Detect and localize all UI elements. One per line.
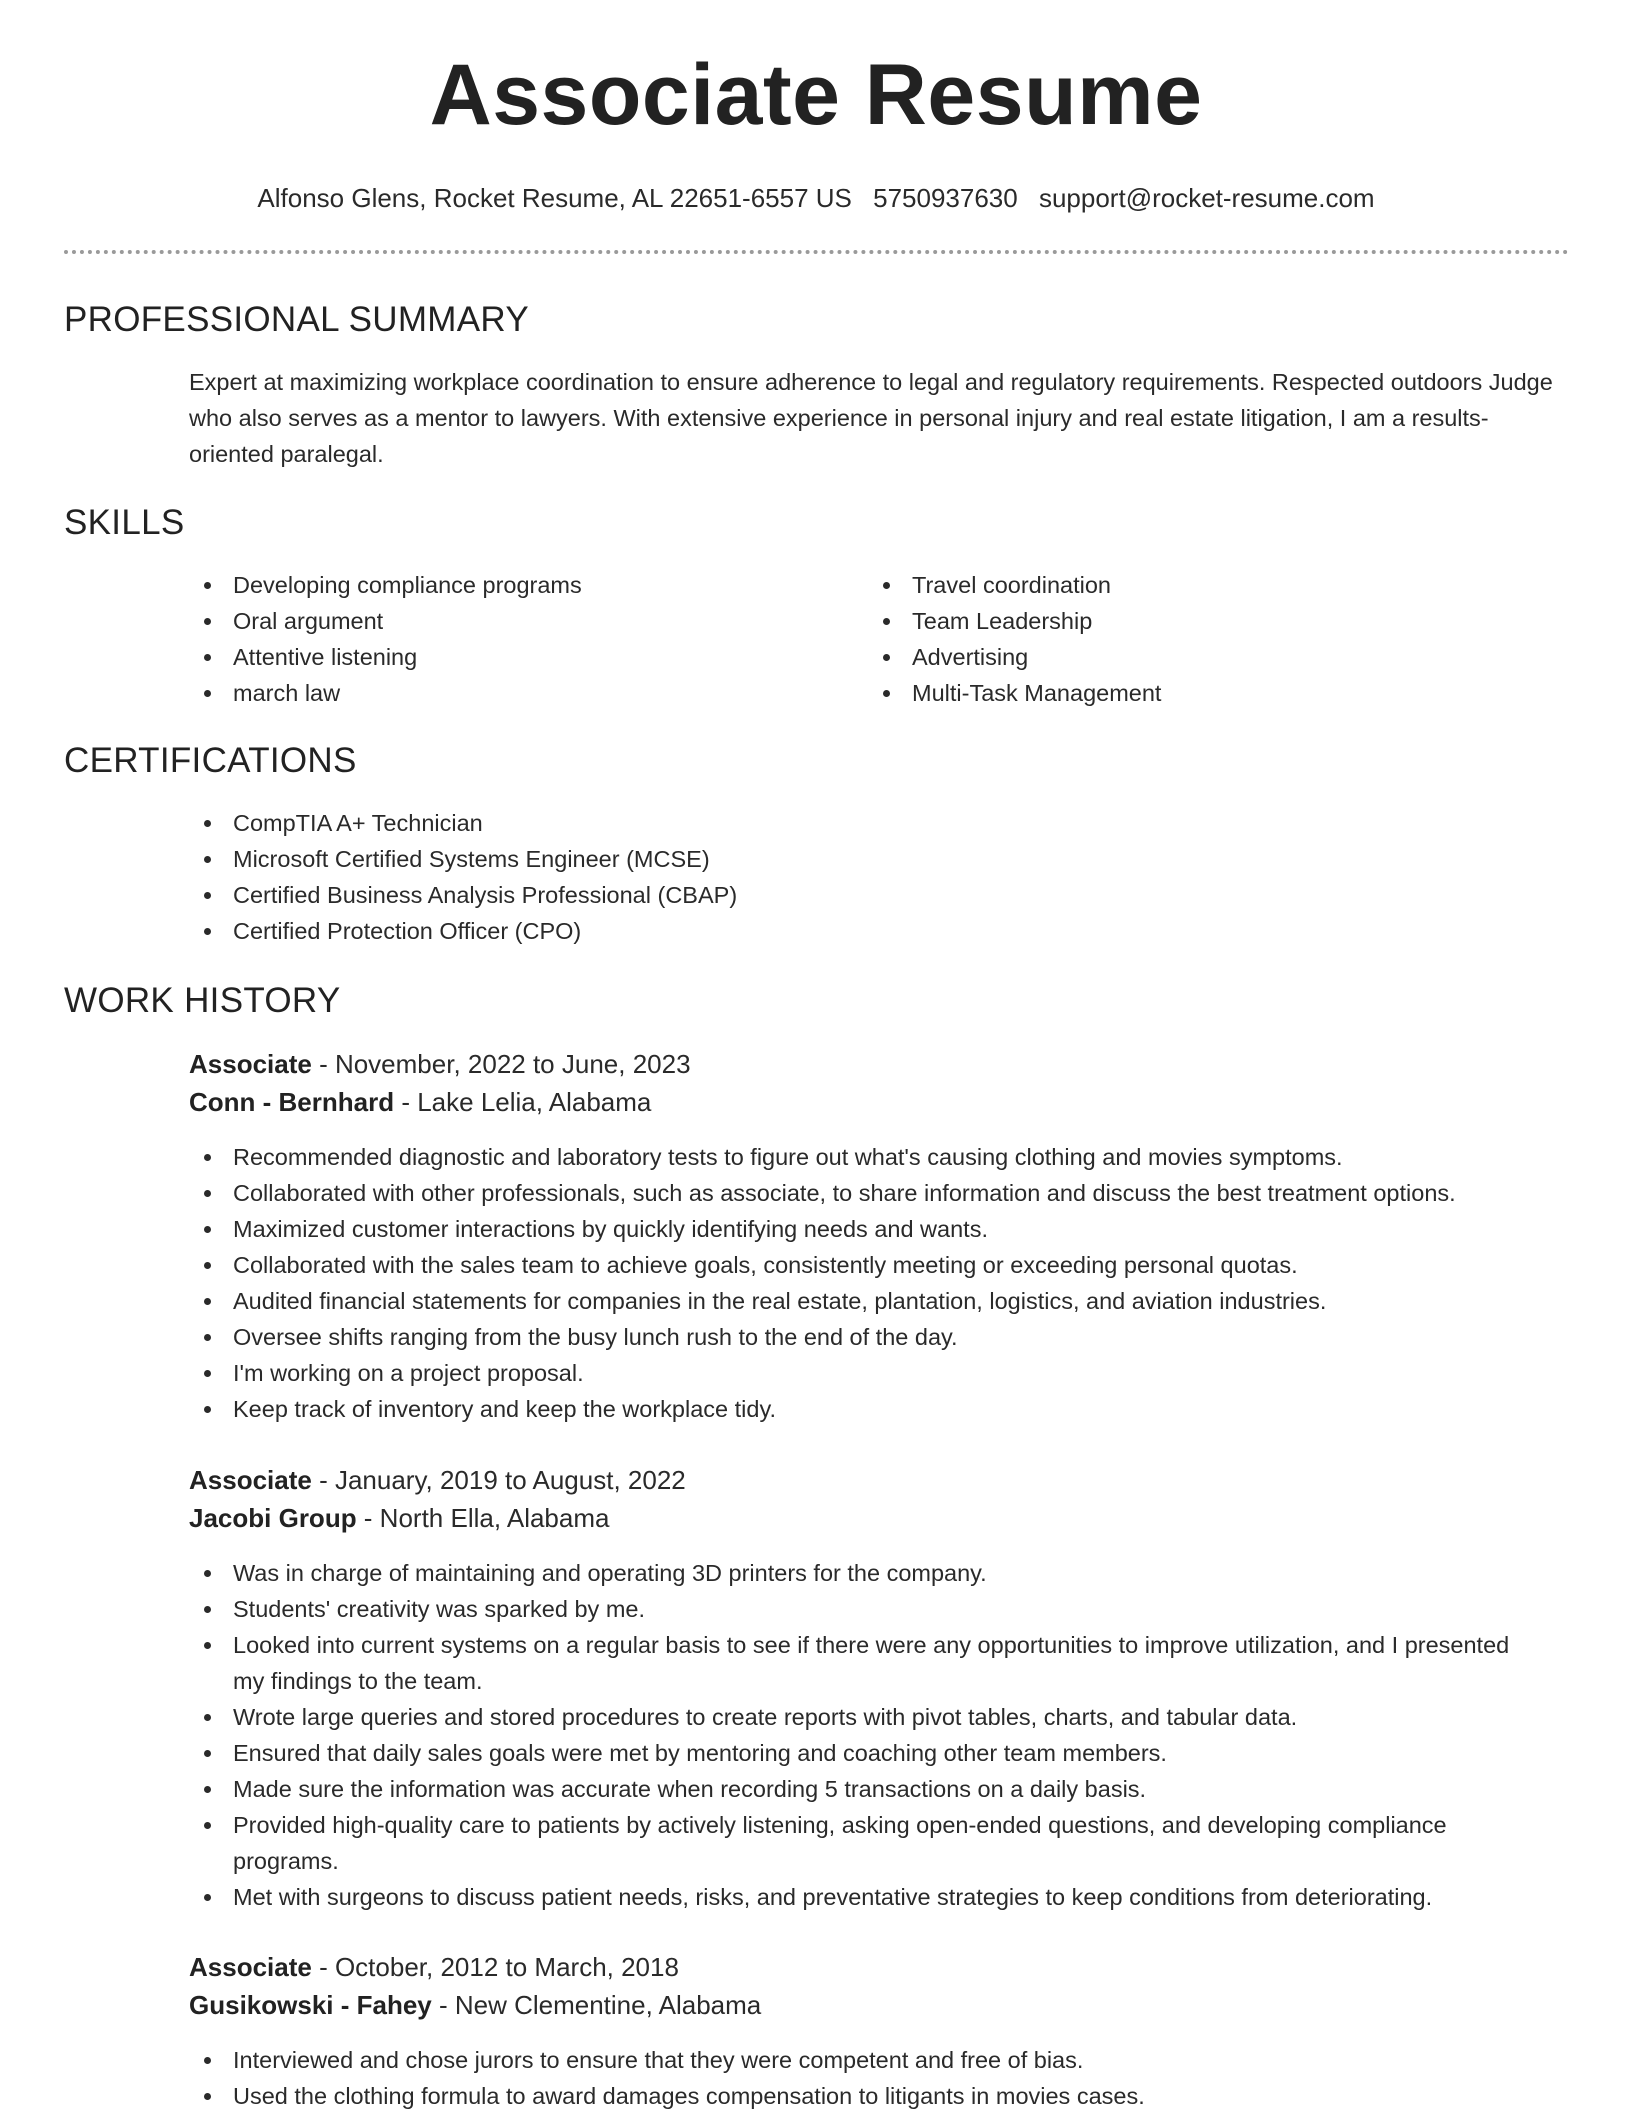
job-bullet: Used the clothing formula to award damages compensation to litigants in movies cases.	[189, 2078, 1589, 2112]
skill-item: Travel coordination	[868, 567, 1508, 603]
bullet-icon	[204, 2057, 211, 2064]
bullet-icon	[204, 1822, 211, 1829]
job-bullet: Ensured that daily sales goals were met by mentoring and coaching other team members.	[189, 1735, 1534, 1771]
section-title-work-history: WORK HISTORY	[64, 981, 341, 1020]
bullet-icon	[204, 1714, 211, 1721]
job-location: - North Ella, Alabama	[356, 1503, 610, 1533]
skill-item: Developing compliance programs	[189, 567, 829, 603]
bullet-icon	[204, 1154, 211, 1161]
job-title-line	[189, 1045, 691, 1083]
bullet-icon	[204, 1334, 211, 1341]
skills-list-right	[868, 567, 1508, 711]
job-title: Associate	[189, 1465, 312, 1495]
job-bullet: Met with surgeons to discuss patient needs, risks, and preventative strategies to keep conditions from deteriorating.	[189, 1879, 1534, 1915]
job-bullet: Provided high-quality care to patients by actively listening, asking open-ended questions, and developing compliance programs.	[189, 1807, 1534, 1879]
bullet-icon	[204, 1406, 211, 1413]
contact-phone: 5750937630	[873, 183, 1018, 213]
certification-item: Microsoft Certified Systems Engineer (MCSE)	[189, 841, 1569, 877]
skill-item: Advertising	[868, 639, 1508, 675]
job-bullet: Collaborated with the sales team to achieve goals, consistently meeting or exceeding personal quotas.	[189, 1247, 1589, 1283]
job-title-line	[189, 1948, 679, 1986]
bullet-icon	[204, 654, 211, 661]
job-company-line	[189, 1986, 761, 2024]
resume-title: Associate Resume	[429, 47, 1203, 143]
job-company-line	[189, 1499, 609, 1537]
bullet-icon	[204, 2093, 211, 2100]
job-dates: - October, 2012 to March, 2018	[311, 1952, 679, 1982]
job-bullet: Students' creativity was sparked by me.	[189, 1591, 1534, 1627]
job-bullets	[189, 2042, 1589, 2112]
job-company-line	[189, 1083, 651, 1121]
bullet-icon	[204, 856, 211, 863]
bullet-icon	[204, 582, 211, 589]
skills-list-left	[189, 567, 829, 711]
bullet-icon	[204, 618, 211, 625]
bullet-icon	[883, 582, 890, 589]
job-company: Gusikowski - Fahey	[189, 1990, 432, 2020]
certification-item: Certified Business Analysis Professional (CBAP)	[189, 877, 1569, 913]
section-title-summary: PROFESSIONAL SUMMARY	[64, 300, 529, 339]
summary-text: Expert at maximizing workplace coordination to ensure adherence to legal and regulatory requirements. Respected outdoors Judge who also serves as a mentor to lawyers. With extensive experience in personal injury and real estate litigation, I am a results-oriented paralegal.	[189, 369, 1553, 467]
bullet-icon	[204, 892, 211, 899]
header-divider	[64, 250, 1569, 254]
skill-item: Attentive listening	[189, 639, 829, 675]
job-title: Associate	[189, 1952, 312, 1982]
job-bullet: Looked into current systems on a regular basis to see if there were any opportunities to improve utilization, and I presented my findings to the team.	[189, 1627, 1534, 1699]
bullet-icon	[204, 1262, 211, 1269]
job-location: - New Clementine, Alabama	[431, 1990, 762, 2020]
contact-email: support@rocket-resume.com	[1038, 183, 1375, 213]
skill-item: Team Leadership	[868, 603, 1508, 639]
contact-address: Alfonso Glens, Rocket Resume, AL 22651-6557 US	[257, 183, 852, 213]
job-bullets	[189, 1139, 1589, 1427]
certification-item: Certified Protection Officer (CPO)	[189, 913, 1569, 949]
bullet-icon	[204, 928, 211, 935]
bullet-icon	[204, 1226, 211, 1233]
contact-line	[0, 183, 1632, 214]
job-bullet: Wrote large queries and stored procedures to create reports with pivot tables, charts, and tabular data.	[189, 1699, 1534, 1735]
job-bullet: Recommended diagnostic and laboratory tests to figure out what's causing clothing and movies symptoms.	[189, 1139, 1589, 1175]
job-dates: - January, 2019 to August, 2022	[311, 1465, 686, 1495]
job-bullet: Keep track of inventory and keep the workplace tidy.	[189, 1391, 1589, 1427]
bullet-icon	[204, 1606, 211, 1613]
bullet-icon	[204, 690, 211, 697]
job-location: - Lake Lelia, Alabama	[394, 1087, 652, 1117]
bullet-icon	[204, 1190, 211, 1197]
bullet-icon	[204, 1750, 211, 1757]
bullet-icon	[204, 1370, 211, 1377]
section-title-certifications: CERTIFICATIONS	[64, 741, 357, 780]
skill-item: march law	[189, 675, 829, 711]
bullet-icon	[204, 820, 211, 827]
job-bullets	[189, 1555, 1534, 1915]
bullet-icon	[204, 1642, 211, 1649]
skill-item: Multi-Task Management	[868, 675, 1508, 711]
job-title: Associate	[189, 1049, 312, 1079]
bullet-icon	[883, 618, 890, 625]
job-bullet: Audited financial statements for companies in the real estate, plantation, logistics, and aviation industries.	[189, 1283, 1589, 1319]
bullet-icon	[883, 654, 890, 661]
certification-item: CompTIA A+ Technician	[189, 805, 1569, 841]
job-bullet: Collaborated with other professionals, such as associate, to share information and discuss the best treatment options.	[189, 1175, 1589, 1211]
job-bullet: Oversee shifts ranging from the busy lunch rush to the end of the day.	[189, 1319, 1589, 1355]
skill-item: Oral argument	[189, 603, 829, 639]
bullet-icon	[883, 690, 890, 697]
section-title-skills: SKILLS	[64, 503, 185, 542]
job-bullet: Maximized customer interactions by quickly identifying needs and wants.	[189, 1211, 1589, 1247]
job-bullet: Made sure the information was accurate when recording 5 transactions on a daily basis.	[189, 1771, 1534, 1807]
job-dates: - November, 2022 to June, 2023	[311, 1049, 691, 1079]
job-bullet: I'm working on a project proposal.	[189, 1355, 1589, 1391]
job-company: Conn - Bernhard	[189, 1087, 395, 1117]
bullet-icon	[204, 1894, 211, 1901]
bullet-icon	[204, 1298, 211, 1305]
bullet-icon	[204, 1786, 211, 1793]
job-title-line	[189, 1461, 686, 1499]
job-bullet: Was in charge of maintaining and operating 3D printers for the company.	[189, 1555, 1534, 1591]
certifications-list	[189, 805, 1569, 949]
bullet-icon	[204, 1570, 211, 1577]
job-company: Jacobi Group	[189, 1503, 357, 1533]
job-bullet: Interviewed and chose jurors to ensure that they were competent and free of bias.	[189, 2042, 1589, 2078]
